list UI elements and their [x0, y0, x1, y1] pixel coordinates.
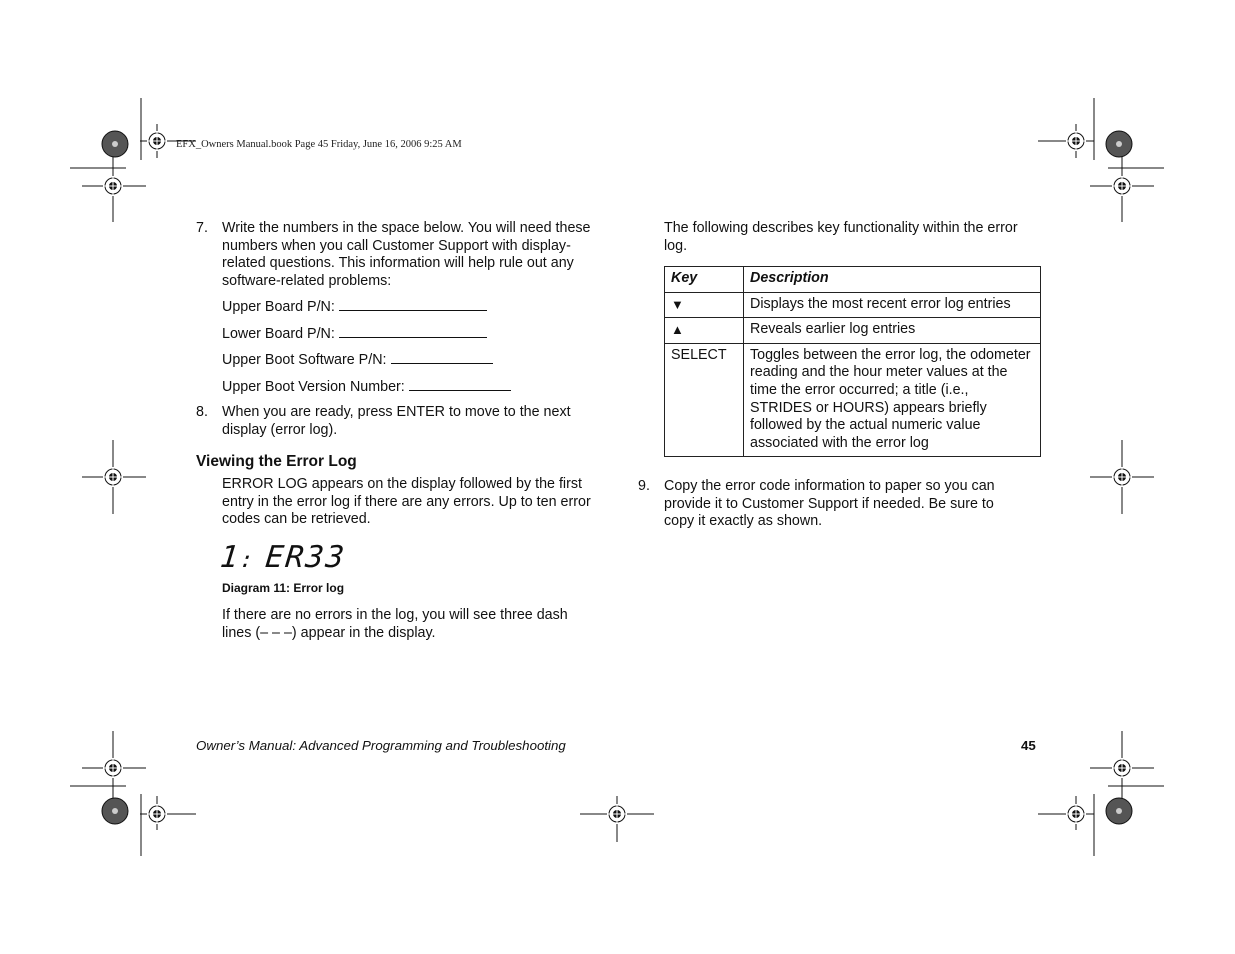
field-label: Upper Boot Software P/N:: [222, 352, 387, 368]
item-9-number: 9.: [638, 478, 650, 494]
lcd-index: 1: [218, 540, 243, 575]
item-7-text: Write the numbers in the space below. You will need these numbers when you call Customer Support with display-related questions. This information will help rule out any software-related problems:: [222, 220, 591, 289]
table-row: [665, 343, 1041, 457]
blank-line: [391, 351, 493, 364]
lcd-error-display: [218, 541, 347, 578]
field-label: Lower Board P/N:: [222, 326, 335, 342]
section-text: ERROR LOG appears on the display followed by the first entry in the error log if there are any errors. Up to ten error codes can be retrieved.: [222, 476, 591, 528]
item-7-number: 7.: [196, 220, 208, 236]
field-upper-boot-software-pn: [222, 351, 493, 370]
field-upper-board-pn: [222, 298, 487, 317]
blank-line: [409, 378, 511, 391]
book-header-line: EFX_Owners Manual.book Page 45 Friday, June 16, 2006 9:25 AM: [176, 139, 462, 150]
blank-line: [339, 298, 487, 311]
blank-line: [339, 325, 487, 338]
field-lower-board-pn: [222, 325, 487, 344]
section-title: Viewing the Error Log: [196, 453, 357, 470]
lcd-code: ER33: [263, 540, 348, 575]
table-cell-description: Reveals earlier log entries: [744, 318, 1041, 344]
table-cell-key: SELECT: [665, 343, 744, 457]
table-row: [665, 292, 1041, 318]
field-label: Upper Boot Version Number:: [222, 379, 405, 395]
diagram-caption: Diagram 11: Error log: [222, 581, 345, 595]
key-function-table: [664, 266, 1041, 457]
table-row: [665, 318, 1041, 344]
down-arrow-key-icon: ▼: [665, 292, 744, 318]
no-errors-text: If there are no errors in the log, you will see three dash lines (– – –) appear in the display.: [222, 607, 568, 641]
table-cell-description: Toggles between the error log, the odometer reading and the hour meter values at the time the error occurred; a title (i.e., STRIDES or HOURS) appears briefly followed by the actual numeric value associated with the error log: [744, 343, 1041, 457]
page-number: 45: [1021, 738, 1036, 753]
column-header-description: Description: [744, 267, 1041, 293]
item-8-text: When you are ready, press ENTER to move to the next display (error log).: [222, 404, 571, 438]
table-cell-description: Displays the most recent error log entries: [744, 292, 1041, 318]
table-header-row: [665, 267, 1041, 293]
up-arrow-key-icon: ▲: [665, 318, 744, 344]
lcd-colon: :: [238, 548, 257, 573]
field-upper-boot-version-number: [222, 378, 511, 397]
footer-title: Owner’s Manual: Advanced Programming and Troubleshooting: [196, 738, 566, 753]
field-label: Upper Board P/N:: [222, 299, 335, 315]
item-9-text: Copy the error code information to paper so you can provide it to Customer Support if needed. Be sure to copy it exactly as shown.: [664, 478, 995, 530]
item-8-number: 8.: [196, 404, 208, 420]
column-header-key: Key: [665, 267, 744, 293]
table-intro-text: The following describes key functionality within the error log.: [664, 220, 1018, 254]
